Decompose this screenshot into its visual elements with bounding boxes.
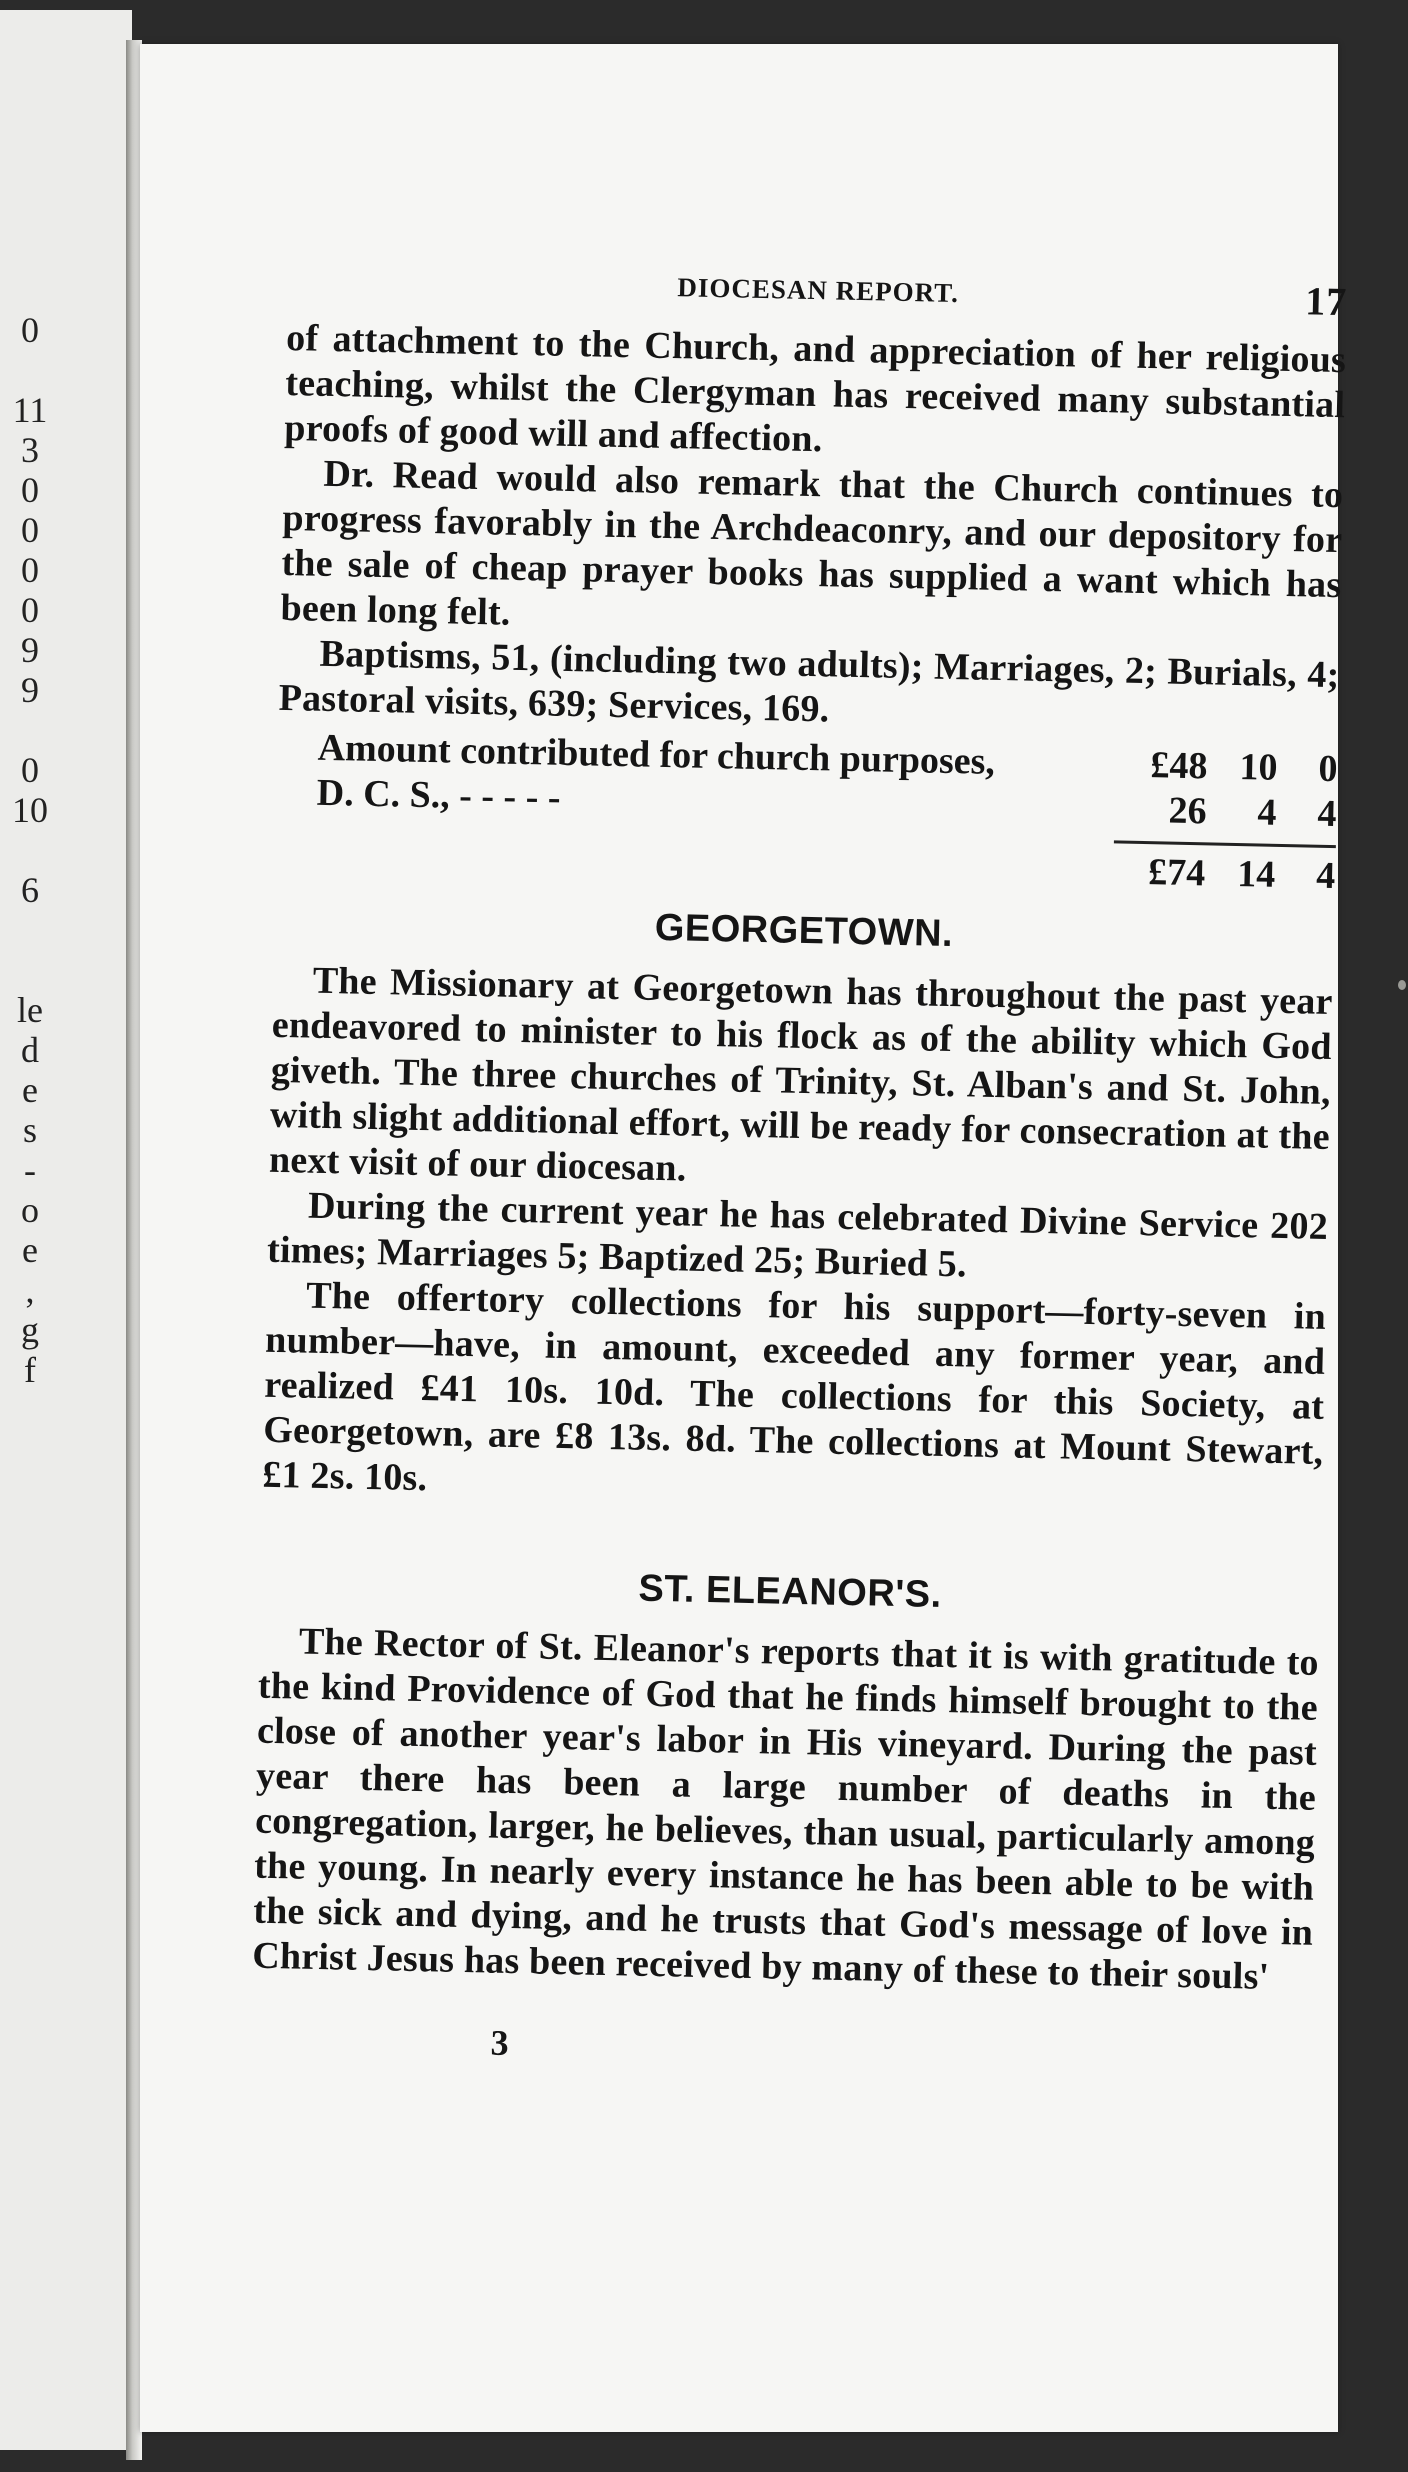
facing-page-fragment: 0 (21, 510, 39, 550)
total-pounds: £74 (1147, 851, 1206, 895)
facing-page-fragment: e (22, 1070, 38, 1110)
facing-page-fragment (0, 830, 60, 870)
facing-page-fragment: 0 (21, 750, 39, 790)
section-heading-st-eleanors: ST. ELEANOR'S. (638, 1567, 943, 1616)
facing-page-fragment: 0 (21, 550, 39, 590)
facing-page-fragment: 9 (21, 630, 39, 670)
facing-page-fragment: 0 (21, 310, 39, 350)
facing-page-fragment: 11 (12, 390, 48, 430)
facing-page-fragment (0, 710, 60, 750)
page-number: 17 (1304, 278, 1348, 325)
amount-pounds: 26 (1168, 789, 1208, 833)
account-label: Amount contributed for church purposes, (317, 726, 996, 783)
accounts-table (275, 725, 1338, 899)
georgetown-paragraph-2: During the current year he has celebrated Divine Service 202 times; Marriages 5; Baptized 25; Buried 5. (266, 1184, 1329, 1286)
running-title: DIOCESAN REPORT. (677, 272, 960, 309)
facing-page-fragment: f (24, 1350, 36, 1390)
facing-page-fragment: 10 (12, 790, 48, 830)
intro-paragraph-2: Dr. Read would also remark that the Church continues to progress favorably in the Archdeaconry, and our depository for the sale of cheap prayer books has supplied a want which has been long felt. (280, 452, 1344, 634)
st-eleanors-paragraph-1: The Rector of St. Eleanor's reports that it is with gratitude to the kind Providence of God that he finds himself brought to the close of another year's labor in His vineyard. During the past year there has been a large number of deaths in the congregation, larger, he believes, than usual, particularly among the young. In nearly every instance he has been able to be with the sick and dying, and he trusts that God's message of love in Christ Jesus has been received by many of these to their souls' (251, 1620, 1320, 1998)
georgetown-paragraph-3: The offertory collections for his support—forty-seven in number—have, in amount, exceeded any former year, and realized £41 10s. 10d. The collections for this Society, at Georgetown, are £8 13s. 8d. The collections at Mount Stewart, £1 2s. 10s. (262, 1274, 1327, 1500)
facing-page-fragment: 9 (21, 670, 39, 710)
facing-page-fragment: 0 (21, 470, 39, 510)
facing-page-fragment: 0 (21, 590, 39, 630)
statistics-paragraph: Baptisms, 51, (including two adults); Marriages, 2; Burials, 4; Pastoral visits, 639; Services, 169. (278, 632, 1340, 731)
paper-spot (1398, 980, 1406, 990)
facing-page-fragment: 6 (21, 870, 39, 910)
amount-shillings: 10 (1239, 746, 1278, 789)
amount-pence: 4 (1317, 792, 1337, 836)
facing-page-fragment: e (22, 1230, 38, 1270)
facing-page-fragment: g (21, 1310, 39, 1350)
total-shillings: 14 (1236, 853, 1276, 896)
book-page (140, 44, 1348, 2432)
intro-paragraph-1: of attachment to the Church, and appreciation of her religious teaching, whilst the Clergyman has received many substantial proofs of good will and affection. (283, 316, 1347, 461)
facing-page-fragment: d (21, 1030, 39, 1070)
facing-page-fragment: - (24, 1150, 36, 1190)
facing-page-fragment: 3 (21, 430, 39, 470)
facing-page-fragment (0, 950, 60, 990)
facing-page-fragment (0, 910, 60, 950)
facing-page-fragment (0, 350, 60, 390)
signature-mark: 3 (490, 2022, 510, 2064)
facing-page-fragment: s (22, 1110, 37, 1150)
facing-page (0, 10, 132, 2450)
facing-page-margin-text (0, 310, 60, 1390)
facing-page-fragment: le (17, 990, 43, 1030)
georgetown-paragraph-1: The Missionary at Georgetown has throughout the past year endeavored to minister to his flock as of the ability which God giveth. The three churches of Trinity, St. Alban's and St. John, with slight additional effort, will be ready for consecration at the next visit of our diocesan. (268, 959, 1334, 1190)
amount-pence: 0 (1318, 747, 1338, 791)
total-pence: 4 (1315, 854, 1336, 898)
facing-page-fragment: , (25, 1270, 35, 1310)
total-rule (1114, 840, 1336, 848)
section-heading-georgetown: GEORGETOWN. (654, 906, 954, 956)
facing-page-fragment: o (21, 1190, 39, 1230)
amount-pounds: £48 (1150, 744, 1208, 788)
amount-shillings: 4 (1257, 791, 1277, 834)
account-label: D. C. S., - - - - - (316, 771, 561, 819)
page-content (250, 256, 1348, 2081)
